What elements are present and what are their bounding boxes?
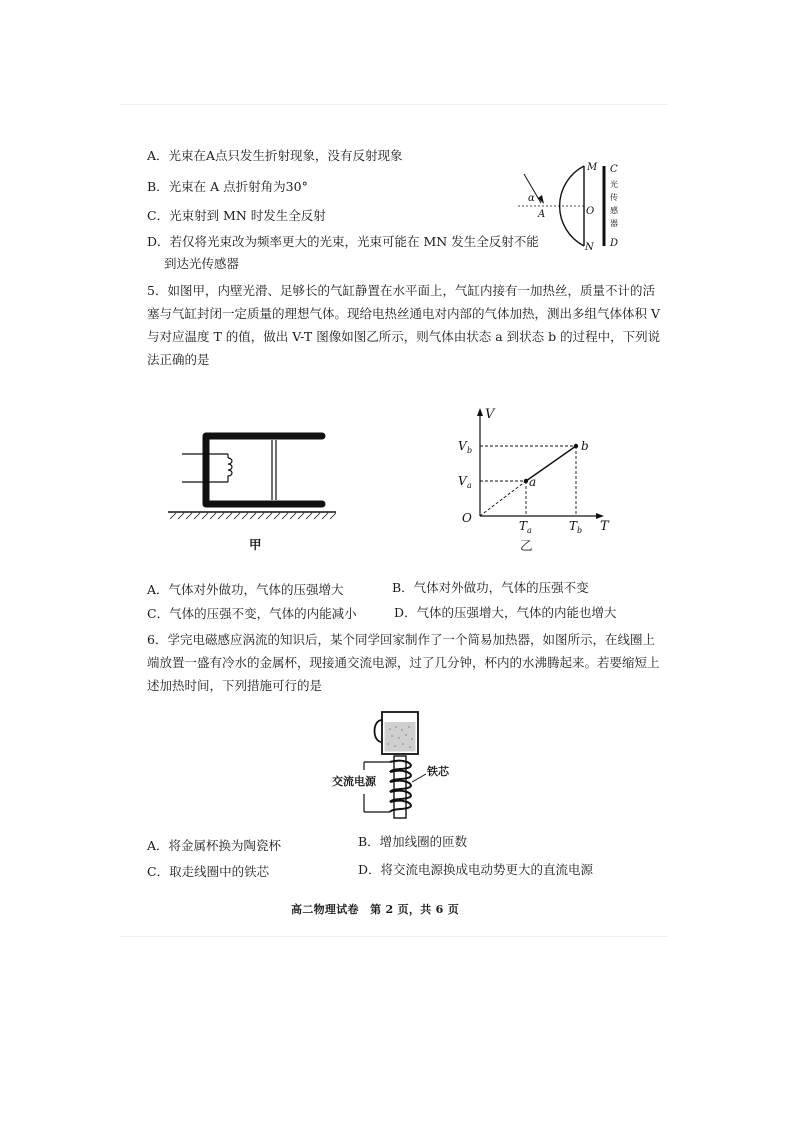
fig-yi-caption: 乙 (520, 538, 533, 553)
q5-stem: 5．如图甲，内壁光滑、足够长的气缸静置在水平面上，气缸内接有一加热丝，质量不计的活塞与气缸封闭一定质量的理想气体。现给电热丝通电对内部的气体加热，测出多组气体体积 V 与对应温度 T 的值，做出 V-T 图像如图乙所示，则气体由状态 a 到状态 b 的过程中，下列说法正确的是 (147, 283, 661, 367)
fig-jia-caption: 甲 (249, 537, 262, 552)
point-a-label: a (529, 475, 537, 489)
cylinder-wall (206, 436, 322, 504)
top-scan-line (120, 104, 668, 105)
tb-sub: b (577, 526, 583, 535)
va-sub: a (467, 481, 472, 490)
page-footer: 高二物理试卷 第 2 页，共 6 页 (291, 903, 460, 916)
bottom-scan-line (120, 936, 668, 937)
heater-coil (228, 458, 232, 482)
vb-sub: b (467, 446, 473, 455)
q4-option-d-cont: 到达光传感器 (164, 256, 240, 271)
va-label: V (458, 474, 467, 488)
q4-option-d: D．若仅将光束改为频率更大的光束，光束可能在 MN 发生全反射不能 (147, 234, 539, 249)
ground-hatching (170, 513, 336, 519)
axis-t-label: T (600, 519, 609, 534)
label-n: N (585, 242, 594, 253)
cylinder-diagram (164, 420, 346, 520)
q5-option-b: B．气体对外做功，气体的压强不变 (392, 580, 589, 595)
origin-to-a-dashed (480, 481, 526, 516)
label-a: A (538, 209, 546, 220)
sensor-char-2: 传 (610, 193, 618, 202)
point-b (574, 444, 578, 448)
core-pointer (412, 774, 426, 782)
axis-v-label: V (485, 407, 495, 422)
vb-label: V (458, 439, 467, 453)
ta-sub: a (527, 526, 532, 535)
origin-label: O (462, 511, 472, 525)
cup-handle (375, 720, 383, 742)
label-d: D (610, 238, 619, 249)
vt-graph (454, 404, 616, 540)
sensor-char-3: 感 (610, 206, 618, 215)
iron-core-label: 铁芯 (427, 765, 449, 778)
q6-option-a: A．将金属杯换为陶瓷杯 (147, 838, 282, 853)
q4-option-b: B．光束在 A 点折射角为30° (147, 179, 308, 194)
q5-option-d: D．气体的压强增大，气体的内能也增大 (394, 605, 617, 620)
sensor-char-1: 光 (610, 180, 618, 189)
ta-label: T (519, 519, 528, 533)
point-b-label: b (581, 439, 589, 453)
cup-water (385, 722, 416, 752)
semicircle-diagram (518, 154, 630, 254)
label-c: C (610, 164, 618, 175)
label-alpha: α (528, 193, 535, 204)
label-m: M (587, 162, 598, 173)
sensor-char-4: 器 (610, 219, 618, 228)
q6-stem: 6．学完电磁感应涡流的知识后，某个同学回家制作了一个简易加热器，如图所示，在线圈上端放置一盛有冷水的金属杯，现接通交流电源，过了几分钟，杯内的水沸腾起来。若要缩短上述加热时间，下列措施可行的是 (147, 632, 660, 693)
q5-option-a: A．气体对外做功，气体的压强增大 (147, 582, 344, 597)
ac-source-label: 交流电源 (332, 775, 376, 788)
q6-option-d: D．将交流电源换成电动势更大的直流电源 (358, 862, 594, 877)
q6-option-c: C．取走线圈中的铁芯 (147, 864, 270, 879)
q5-option-c: C．气体的压强不变，气体的内能减小 (147, 606, 357, 621)
label-o: O (586, 206, 595, 217)
tb-label: T (569, 519, 578, 533)
q6-option-b: B．增加线圈的匝数 (358, 834, 468, 849)
point-a (524, 479, 528, 483)
q4-option-c: C．光束射到 MN 时发生全反射 (147, 208, 326, 223)
q4-option-a: A．光束在A点只发生折射现象，没有反射现象 (147, 148, 403, 163)
v-axis-arrow (477, 408, 483, 416)
